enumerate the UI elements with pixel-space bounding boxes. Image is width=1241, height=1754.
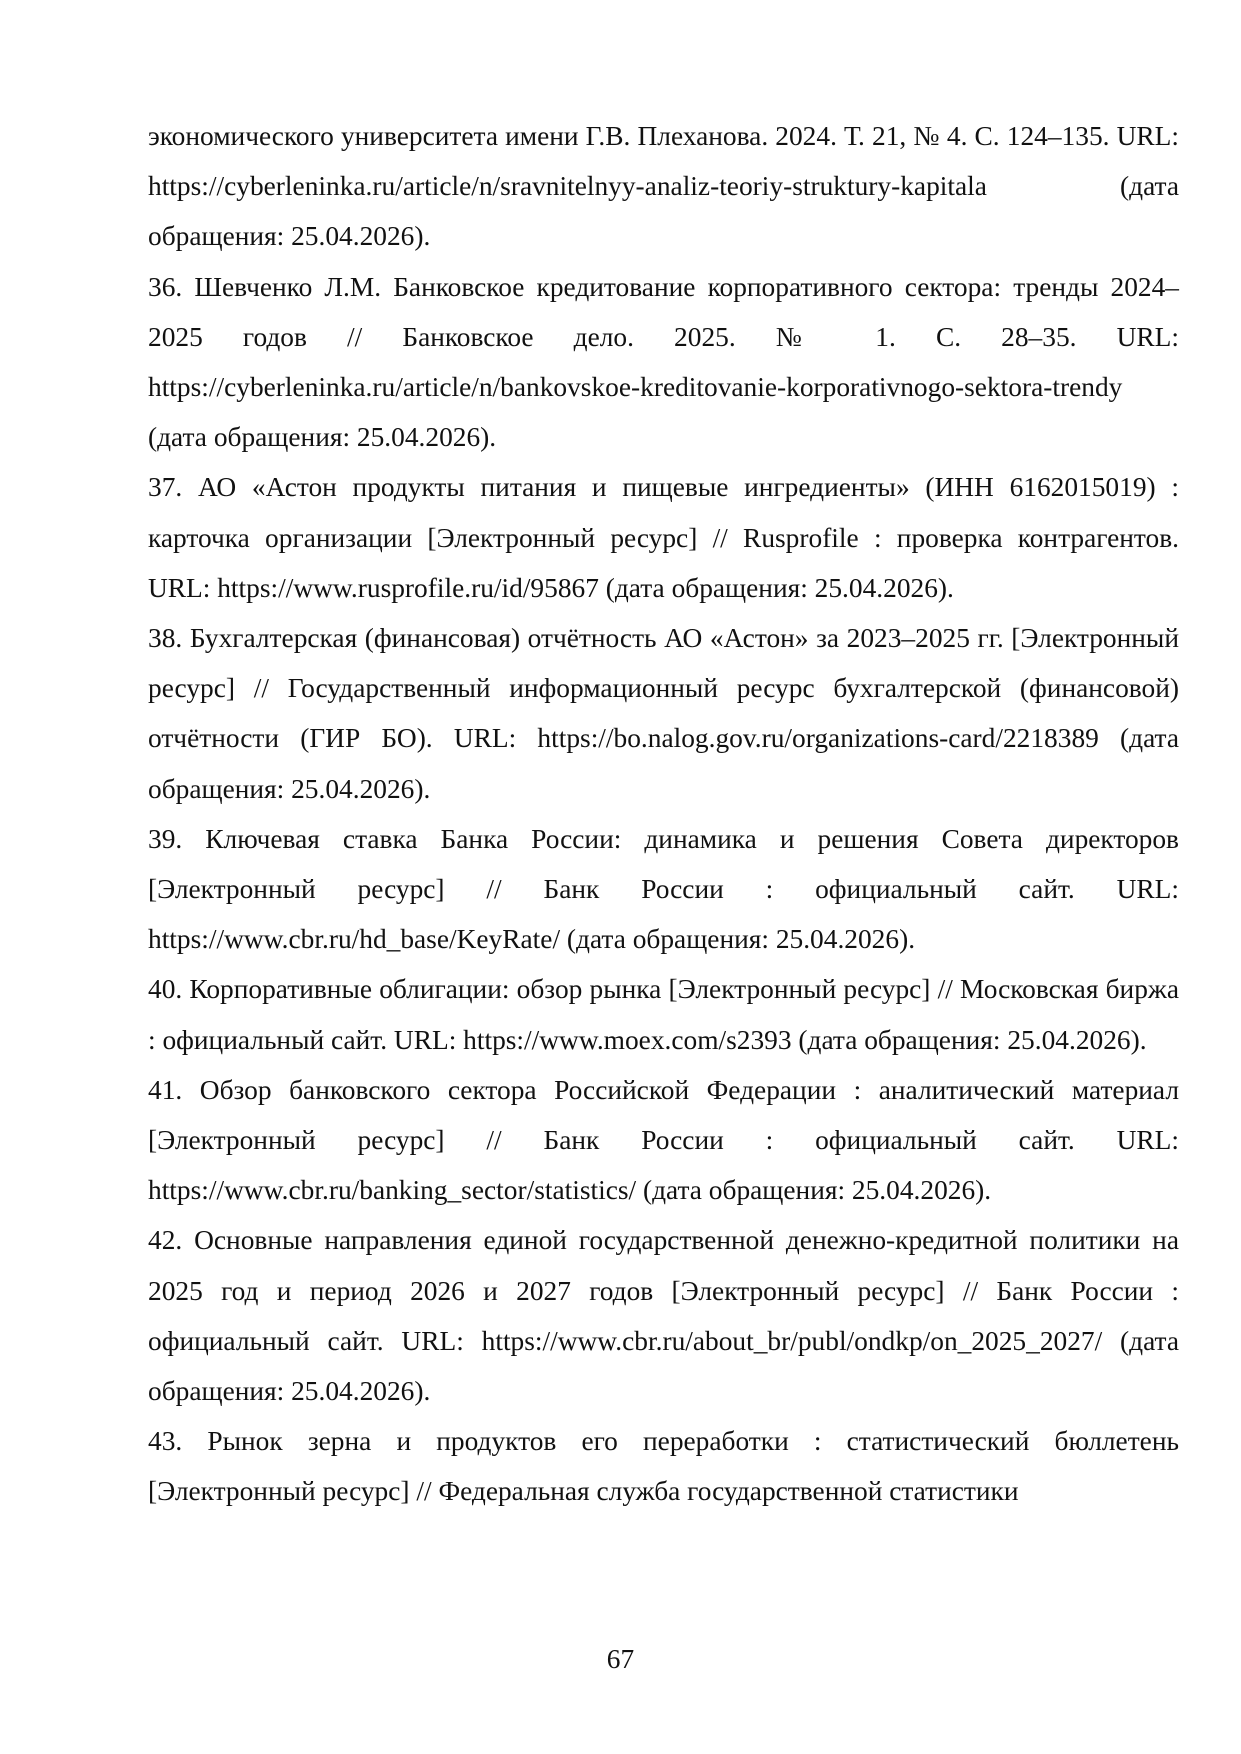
reference-item-39: 39. Ключевая ставка Банка России: динамика и решения Совета директоров [Электронный ресурс] // Банк России : официальный сайт. URL: https://www.cbr.ru/hd_base/KeyRate/ (дата обращения: 25.04.2026).	[148, 823, 1179, 955]
reference-item-36: 36. Шевченко Л.М. Банковское кредитование корпоративного сектора: тренды 2024–2025 годов // Банковское дело. 2025. № 1. С. 28–35. URL: https://cyberleninka.ru/article/n/bankovskoe-kreditovanie-korporativnogo-sektora-trendy (дата обращения: 25.04.2026).	[148, 271, 1179, 453]
page-number: 67	[606, 1644, 635, 1674]
reference-item-41: 41. Обзор банковского сектора Российской Федерации : аналитический материал [Электронный ресурс] // Банк России : официальный сайт. URL: https://www.cbr.ru/banking_sector/statistics/ (дата обращения: 25.04.2026).	[148, 1074, 1179, 1206]
reference-item-38: 38. Бухгалтерская (финансовая) отчётность АО «Астон» за 2023–2025 гг. [Электронный ресурс] // Государственный информационный ресурс бухгалтерской (финансовой) отчётности (ГИР БО). URL: https://bo.nalog.gov.ru/organizations-card/2218389 (дата обращения: 25.04.2026).	[148, 623, 1179, 804]
reference-item-35-continuation: экономического университета имени Г.В. Плеханова. 2024. Т. 21, № 4. С. 124–135. URL: https://cyberleninka.ru/article/n/sravnitelnyy-analiz-teoriy-struktury-kapitala (дата обращения: 25.04.2026).	[148, 121, 1179, 252]
reference-item-42: 42. Основные направления единой государственной денежно-кредитной политики на 2025 год и период 2026 и 2027 годов [Электронный ресурс] // Банк России : официальный сайт. URL: https://www.cbr.ru/about_br/publ/ondkp/on_2025_2027/ (дата обращения: 25.04.2026).	[148, 1225, 1179, 1407]
reference-list	[148, 111, 1179, 1517]
reference-item-37: 37. АО «Астон продукты питания и пищевые ингредиенты» (ИНН 6162015019) : карточка организации [Электронный ресурс] // Rusprofile : проверка контрагентов. URL: https://www.rusprofile.ru/id/95867 (дата обращения: 25.04.2026).	[148, 472, 1179, 603]
reference-item-40: 40. Корпоративные облигации: обзор рынка [Электронный ресурс] // Московская биржа : официальный сайт. URL: https://www.moex.com/s2393 (дата обращения: 25.04.2026).	[148, 974, 1179, 1055]
reference-item-43: 43. Рынок зерна и продуктов его переработки : статистический бюллетень [Электронный ресурс] // Федеральная служба государственной статистики	[148, 1426, 1179, 1507]
